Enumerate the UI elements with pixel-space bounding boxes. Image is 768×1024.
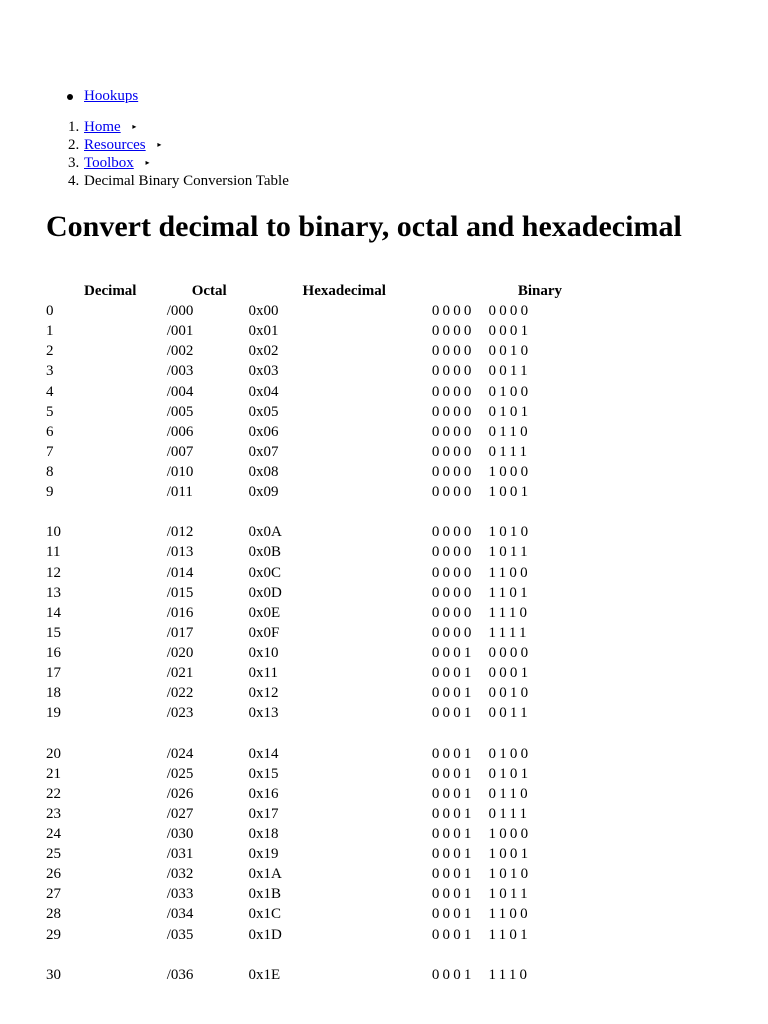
breadcrumb-item-home: [46, 118, 289, 136]
decimal-cell: 26: [46, 866, 61, 883]
hexadecimal-cell: 0x06: [248, 423, 279, 440]
octal-cell: /034: [166, 906, 194, 923]
octal-cell: /001: [166, 323, 194, 340]
hexadecimal-cell: 0x09: [248, 484, 279, 501]
table-row: [46, 402, 606, 422]
hexadecimal-cell: 0x1A: [248, 866, 282, 883]
octal-cell: /030: [166, 826, 194, 842]
binary-cell: 0000 1101: [431, 584, 531, 601]
decimal-cell: 22: [46, 785, 61, 802]
octal-cell: /016: [166, 604, 194, 621]
table-row: [46, 603, 606, 623]
binary-cell: 0001 0101: [431, 765, 532, 782]
binary-cell: 0000 1001: [431, 484, 532, 501]
decimal-cell: 1: [46, 323, 54, 340]
octal-cell: /004: [166, 383, 194, 400]
octal-cell: /021: [166, 665, 194, 682]
group-spacer: [46, 502, 606, 522]
group-spacer: [46, 723, 606, 743]
site-logo: [46, 52, 150, 66]
decimal-cell: 3: [46, 363, 54, 380]
breadcrumb-number: 4.: [68, 173, 80, 189]
hexadecimal-cell: 0x0B: [248, 544, 282, 561]
octal-cell: /022: [166, 685, 194, 702]
hookups-link[interactable]: Hookups: [84, 88, 139, 104]
octal-cell: /011: [166, 484, 193, 501]
table-row: [46, 864, 606, 884]
hexadecimal-cell: 0x17: [248, 805, 279, 822]
decimal-cell: 13: [46, 584, 61, 601]
header-octal: Octal: [191, 283, 227, 300]
hexadecimal-cell: 0x0E: [248, 604, 281, 621]
hexadecimal-cell: 0x0D: [248, 584, 282, 601]
octal-cell: /035: [166, 926, 194, 943]
breadcrumb-number: 2.: [68, 137, 80, 153]
binary-cell: 0000 0111: [431, 443, 531, 460]
decimal-cell: 14: [46, 604, 61, 621]
decimal-cell: 16: [46, 645, 61, 662]
decimal-cell: 29: [46, 926, 61, 943]
table-row: [46, 824, 606, 844]
octal-cell: /010: [166, 464, 194, 481]
binary-cell: 0000 1100: [431, 564, 531, 581]
hexadecimal-cell: 0x07: [248, 443, 279, 460]
group-spacer: [46, 945, 606, 965]
table-body: [46, 301, 606, 985]
binary-cell: 0000 0000: [431, 303, 532, 320]
breadcrumb-item-resources: [46, 136, 289, 154]
binary-cell: 0001 1010: [431, 866, 532, 883]
binary-cell: 0000 0110: [431, 423, 531, 440]
spacer-cell: [46, 723, 606, 743]
table-row: [46, 804, 606, 824]
octal-cell: /005: [166, 403, 194, 420]
table-row: [46, 623, 606, 643]
hexadecimal-cell: 0x0F: [248, 624, 280, 641]
decimal-cell: 30: [46, 966, 61, 983]
hexadecimal-cell: 0x16: [248, 785, 279, 802]
hexadecimal-cell: 0x0A: [248, 524, 282, 541]
octal-cell: /023: [166, 705, 194, 722]
table-row: [46, 522, 606, 542]
binary-cell: 0001 0011: [431, 705, 531, 722]
octal-cell: /020: [166, 645, 194, 662]
table-row: [46, 462, 606, 482]
octal-cell: /012: [166, 524, 194, 541]
hexadecimal-cell: 0x00: [248, 303, 279, 320]
hexadecimal-cell: 0x1C: [248, 906, 282, 923]
hexadecimal-cell: 0x02: [248, 343, 279, 360]
decimal-cell: 20: [46, 745, 61, 762]
table-row: [46, 422, 606, 442]
hexadecimal-cell: 0x10: [248, 645, 279, 662]
decimal-cell: 15: [46, 624, 61, 641]
hexadecimal-cell: 0x18: [248, 826, 279, 842]
decimal-cell: 18: [46, 685, 61, 702]
breadcrumb-current-page: Decimal Binary Conversion Table: [84, 173, 289, 189]
breadcrumb-number: 3.: [68, 155, 80, 171]
binary-cell: 0000 1111: [431, 624, 530, 641]
octal-cell: /036: [166, 966, 194, 983]
binary-cell: 0001 0001: [431, 665, 532, 682]
hexadecimal-cell: 0x04: [248, 383, 279, 400]
octal-cell: /014: [166, 564, 194, 581]
hexadecimal-cell: 0x01: [248, 323, 279, 340]
hexadecimal-cell: 0x08: [248, 464, 279, 481]
table-row: [46, 382, 606, 402]
breadcrumb-number: 1.: [68, 119, 80, 135]
decimal-cell: 19: [46, 705, 61, 722]
binary-cell: 0001 0100: [431, 745, 532, 762]
binary-cell: 0001 1110: [431, 966, 531, 983]
octal-cell: /007: [166, 443, 194, 460]
octal-cell: /033: [166, 886, 194, 903]
octal-cell: /026: [166, 785, 194, 802]
table-row: [46, 844, 606, 864]
breadcrumb-resources-link[interactable]: Resources: [84, 137, 146, 153]
conversion-table: [46, 281, 606, 985]
page-title: Convert decimal to binary, octal and hexadecimal: [46, 210, 682, 243]
decimal-cell: 0: [46, 303, 54, 320]
decimal-cell: 24: [46, 826, 61, 842]
binary-cell: 0000 1010: [431, 524, 532, 541]
nav-item-hookups: [46, 86, 138, 106]
table-header-row: [46, 281, 606, 301]
octal-cell: /031: [166, 846, 194, 863]
octal-cell: /000: [166, 303, 194, 320]
decimal-cell: 27: [46, 886, 61, 903]
octal-cell: /025: [166, 765, 194, 782]
binary-cell: 0000 0010: [431, 343, 532, 360]
hexadecimal-cell: 0x11: [248, 665, 278, 682]
decimal-cell: 5: [46, 403, 54, 420]
decimal-cell: 10: [46, 524, 61, 541]
binary-cell: 0001 1101: [431, 926, 531, 943]
breadcrumb-separator-icon: ▸: [145, 158, 150, 167]
spacer-cell: [46, 502, 606, 522]
breadcrumb-home-link[interactable]: Home: [84, 119, 121, 135]
binary-cell: 0000 0011: [431, 363, 531, 380]
spacer-cell: [46, 945, 606, 965]
binary-cell: 0001 0111: [431, 805, 531, 822]
table-row: [46, 442, 606, 462]
decimal-cell: 6: [46, 423, 54, 440]
table-row: [46, 904, 606, 924]
hexadecimal-cell: 0x03: [248, 363, 279, 380]
decimal-cell: 7: [46, 443, 54, 460]
table-row: [46, 784, 606, 804]
hexadecimal-cell: 0x1E: [248, 966, 281, 983]
table-row: [46, 744, 606, 764]
binary-cell: 0001 0010: [431, 685, 532, 702]
decimal-cell: 25: [46, 846, 61, 863]
decimal-cell: 2: [46, 343, 54, 360]
hexadecimal-cell: 0x15: [248, 765, 279, 782]
octal-cell: /024: [166, 745, 194, 762]
decimal-cell: 9: [46, 484, 54, 501]
decimal-cell: 8: [46, 464, 54, 481]
octal-cell: /006: [166, 423, 194, 440]
binary-cell: 0000 1000: [431, 464, 532, 481]
hexadecimal-cell: 0x05: [248, 403, 279, 420]
hexadecimal-cell: 0x12: [248, 685, 279, 702]
table-row: [46, 925, 606, 945]
breadcrumb-toolbox-link[interactable]: Toolbox: [84, 155, 134, 171]
octal-cell: /002: [166, 343, 194, 360]
breadcrumb: [46, 118, 289, 190]
decimal-cell: 21: [46, 765, 61, 782]
octal-cell: /003: [166, 363, 194, 380]
decimal-cell: 11: [46, 544, 61, 561]
table-row: [46, 583, 606, 603]
table-row: [46, 703, 606, 723]
breadcrumb-separator-icon: ▸: [157, 140, 162, 149]
decimal-cell: 4: [46, 383, 54, 400]
header-decimal: Decimal: [84, 283, 137, 300]
binary-cell: 0000 0100: [431, 383, 532, 400]
binary-cell: 0001 0000: [431, 645, 532, 662]
table-row: [46, 965, 606, 985]
binary-cell: 0001 0110: [431, 785, 531, 802]
table-row: [46, 643, 606, 663]
decimal-cell: 28: [46, 906, 61, 923]
octal-cell: /027: [166, 805, 194, 822]
octal-cell: /032: [166, 866, 194, 883]
binary-cell: 0001 1011: [431, 886, 531, 903]
table-row: [46, 563, 606, 583]
octal-cell: /013: [166, 544, 194, 561]
breadcrumb-item-current: [46, 172, 289, 190]
table-row: [46, 341, 606, 361]
binary-cell: 0001 1001: [431, 846, 532, 863]
header-hexadecimal: Hexadecimal: [302, 283, 386, 300]
binary-cell: 0000 0001: [431, 323, 532, 340]
table-row: [46, 683, 606, 703]
binary-cell: 0001 1100: [431, 906, 531, 923]
bullet-icon: [67, 94, 73, 100]
header-binary: Binary: [517, 283, 563, 300]
hexadecimal-cell: 0x19: [248, 846, 279, 863]
table-row: [46, 542, 606, 562]
table-row: [46, 764, 606, 784]
decimal-cell: 12: [46, 564, 61, 581]
table-row: [46, 482, 606, 502]
hexadecimal-cell: 0x13: [248, 705, 279, 722]
breadcrumb-separator-icon: ▸: [132, 122, 137, 131]
binary-cell: 0000 1011: [431, 544, 531, 561]
hexadecimal-cell: 0x1B: [248, 886, 282, 903]
binary-cell: 0000 1110: [431, 604, 531, 621]
breadcrumb-item-toolbox: [46, 154, 289, 172]
decimal-cell: 23: [46, 805, 61, 822]
decimal-cell: 17: [46, 665, 61, 682]
top-nav: [46, 86, 138, 106]
table-row: [46, 884, 606, 904]
binary-cell: 0001 1000: [431, 826, 532, 842]
hexadecimal-cell: 0x14: [248, 745, 279, 762]
binary-cell: 0000 0101: [431, 403, 532, 420]
hexadecimal-cell: 0x0C: [248, 564, 282, 581]
table-row: [46, 361, 606, 381]
table-row: [46, 321, 606, 341]
octal-cell: /017: [166, 624, 194, 641]
hexadecimal-cell: 0x1D: [248, 926, 282, 943]
octal-cell: /015: [166, 584, 194, 601]
table-row: [46, 663, 606, 683]
table-row: [46, 301, 606, 321]
table-header: [46, 281, 606, 301]
